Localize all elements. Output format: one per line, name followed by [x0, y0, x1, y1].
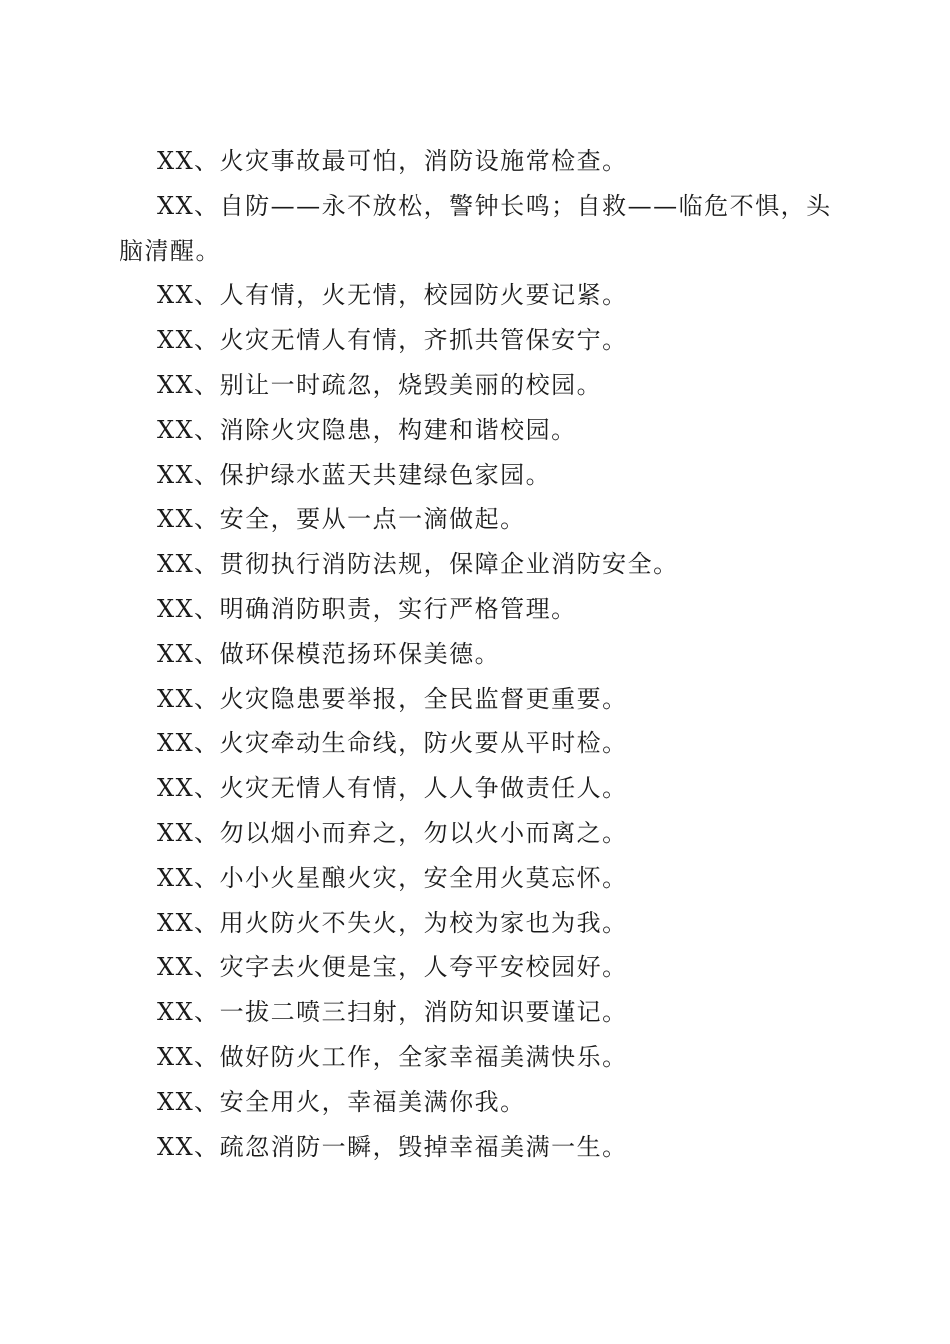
slogan-line: XX、灾字去火便是宝，人夸平安校园好。	[157, 953, 628, 982]
slogan-line: XX、自防——永不放松，警钟长鸣；自救——临危不惧，头脑清醒。	[119, 191, 832, 265]
slogan-line: XX、做环保模范扬环保美德。	[157, 639, 501, 668]
slogan-line: XX、小小火星酿火灾，安全用火莫忘怀。	[157, 863, 628, 892]
slogan-line: XX、疏忽消防一瞬，毁掉幸福美满一生。	[157, 1132, 628, 1161]
slogan-line: XX、火灾事故最可怕，消防设施常检查。	[157, 147, 628, 175]
slogan-line: XX、火灾隐患要举报，全民监督更重要。	[157, 684, 628, 713]
slogan-line: XX、人有情，火无情，校园防火要记紧。	[157, 281, 628, 310]
slogan-line: XX、火灾无情人有情，齐抓共管保安宁。	[157, 326, 628, 355]
slogan-line: XX、一拔二喷三扫射，消防知识要谨记。	[157, 998, 628, 1027]
slogan-line: XX、安全用火，幸福美满你我。	[157, 1087, 526, 1116]
slogan-line: XX、明确消防职责，实行严格管理。	[157, 594, 577, 623]
slogan-line: XX、用火防火不失火，为校为家也为我。	[157, 908, 628, 937]
slogan-line: XX、别让一时疏忽，烧毁美丽的校园。	[157, 370, 603, 399]
slogan-line: XX、做好防火工作，全家幸福美满快乐。	[157, 1042, 628, 1071]
slogan-line: XX、消除火灾隐患，构建和谐校园。	[157, 415, 577, 444]
slogan-line: XX、火灾无情人有情，人人争做责任人。	[157, 774, 628, 803]
slogan-line: XX、保护绿水蓝天共建绿色家园。	[157, 460, 552, 489]
slogan-list	[119, 139, 834, 1169]
slogan-line: XX、贯彻执行消防法规，保障企业消防安全。	[157, 550, 679, 579]
slogan-line: XX、勿以烟小而弃之，勿以火小而离之。	[157, 818, 628, 847]
slogan-line: XX、火灾牵动生命线，防火要从平时检。	[157, 729, 628, 758]
slogan-line: XX、安全，要从一点一滴做起。	[157, 505, 526, 534]
